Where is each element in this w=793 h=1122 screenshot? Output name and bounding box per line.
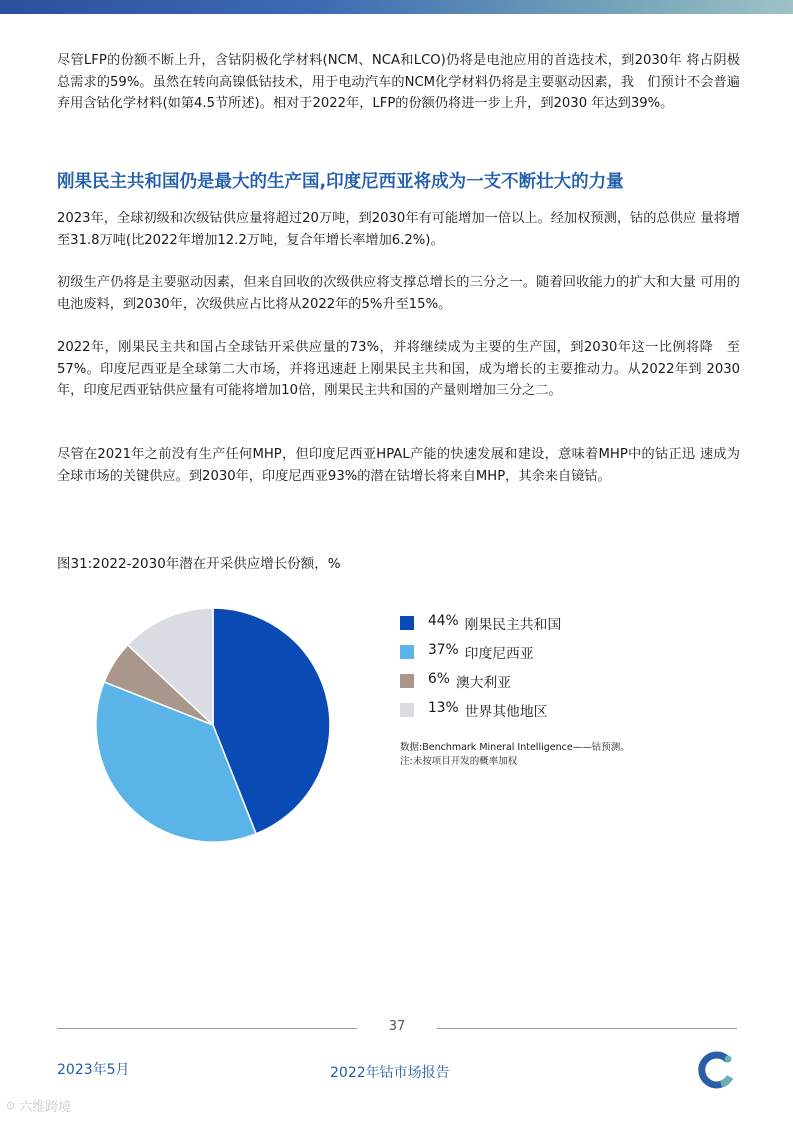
paragraph-total-supply: 2023年，全球初级和次级钴供应量将超过20万吨，到2030年有可能增加一倍以上。经加权预测，钴的总供应 量将增至31.8万吨(比2022年增加12.2万吨，复合年增长率增加6.2%)。	[57, 211, 740, 248]
legend-percent: 37%	[428, 641, 459, 658]
footer-divider-right	[437, 1028, 737, 1029]
legend-swatch	[400, 616, 414, 630]
figure-note: 注:未按项目开发的概率加权	[400, 756, 518, 767]
top-banner	[0, 0, 793, 14]
figure-title: 图31:2022-2030年潜在开采供应增长份额，%	[57, 556, 341, 572]
legend-item-3	[400, 666, 561, 695]
benchmark-logo-icon	[697, 1050, 737, 1090]
section-heading: 刚果民主共和国仍是最大的生产国,印度尼西亚将成为一支不断壮大的力量	[57, 172, 624, 192]
legend-item-4	[400, 695, 561, 724]
watermark-logo-icon: ⊙	[6, 1099, 16, 1112]
watermark	[6, 1096, 71, 1115]
legend-percent: 13%	[428, 699, 459, 716]
paragraph-drc-indonesia: 2022年，刚果民主共和国占全球钴开采供应量的73%，并将继续成为主要的生产国，到2030年这一比例将降 至57%。印度尼西亚是全球第二大市场，并将迅速赶上刚果民主共和国，成为增长的主要推动力。从2022年到 2030年，印度尼西亚钴供应量有可能将增加10倍，刚果民主共和国的产量则增加三分之二。	[57, 340, 740, 398]
paragraph-mhp: 尽管在2021年之前没有生产任何MHP，但印度尼西亚HPAL产能的快速发展和建设，意味着MHP中的钴正迅 速成为全球市场的关键供应。到2030年，印度尼西亚93%的潜在钴增长将来自MHP，其余来自镜钴。	[57, 447, 740, 484]
paragraph-lfp-share: 尽管LFP的份额不断上升，含钴阴极化学材料(NCM、NCA和LCO)仍将是电池应用的首选技术，到2030年 将占阴极总需求的59%。虽然在转向高镍低钴技术，用于电动汽车的NCM化学材料仍将是主要驱动因素，我 们预计不会普遍弃用含钴化学材料(如第4.5节所述)。相对于2022年，LFP的份额仍将进一步上升，到2030 年达到39%。	[57, 53, 740, 111]
chart-legend	[400, 608, 561, 724]
legend-label: 印度尼西亚	[464, 645, 534, 662]
legend-item-1	[400, 608, 561, 637]
paragraph-secondary-supply: 初级生产仍将是主要驱动因素，但来自回收的次级供应将支撑总增长的三分之一。随着回收能力的扩大和大量 可用的电池废料，到2030年，次级供应占比将从2022年的5%升至15%。	[57, 275, 740, 312]
figure-notes	[400, 741, 630, 769]
legend-swatch	[400, 703, 414, 717]
footer-date: 2023年5月	[57, 1062, 130, 1078]
legend-swatch	[400, 645, 414, 659]
legend-label: 澳大利亚	[455, 674, 512, 691]
footer-report-title: 2022年钴市场报告	[330, 1065, 450, 1081]
page-number: 37	[388, 1019, 406, 1034]
legend-percent: 44%	[428, 612, 459, 629]
pie-chart	[90, 605, 336, 845]
legend-percent: 6%	[428, 670, 450, 687]
watermark-text: 六维跨境	[19, 1100, 72, 1115]
figure-source: 数据:Benchmark Mineral Intelligence——钴预测。	[400, 742, 630, 753]
legend-swatch	[400, 674, 414, 688]
legend-label: 刚果民主共和国	[464, 616, 562, 633]
legend-item-2	[400, 637, 561, 666]
footer-divider-left	[57, 1028, 357, 1029]
legend-label: 世界其他地区	[464, 703, 548, 720]
